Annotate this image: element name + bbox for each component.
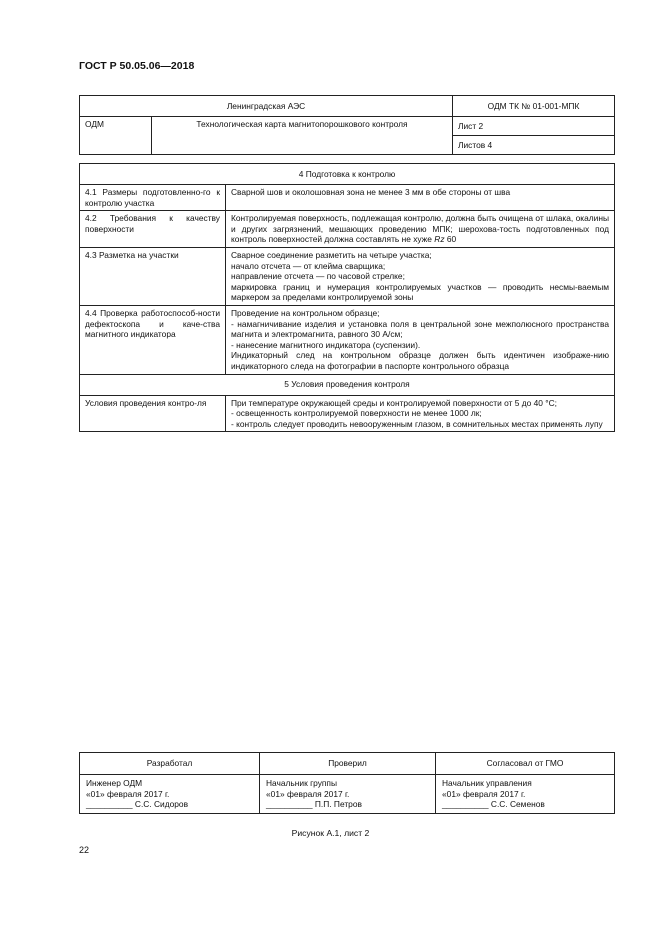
signature-header: Проверил [260,753,436,775]
row-content: Сварной шов и околошовная зона не менее 3 мм в обе стороны от шва [226,185,615,211]
section4-title: 4 Подготовка к контролю [80,164,615,185]
row-content: Проведение на контрольном образце; - намагничивание изделия и установка поля в центральной зоне межполюсного пространства магнита и электромагнита, равного 30 А/см; - нанесение магнитного индикатора (суспензии). Индикаторный след на контрольном образце должен быть идентичен изображе-нию индикаторного следа на фотографии в паспорте контрольного образца [226,305,615,374]
title-block [79,95,615,155]
signature-developer: Инженер ОДМ «01» февраля 2017 г. __________ С.С. Сидоров [80,775,260,814]
rz-symbol: Rz [434,234,445,245]
left-code: ОДМ [80,117,152,155]
row-content: Сварное соединение разметить на четыре участка; начало отсчета — от клейма сварщика; направление отсчета — по часовой стрелке; маркировка границ и нумерация контролируемых участков — проводить несмы-ваемым маркером за пределами контролируемой зоны [226,247,615,305]
row-content: При температуре окружающей среды и контролируемой поверхности от 5 до 40 °С; - освещенность контролируемой поверхности не менее 1000 лк; - контроль следует проводить невооруженным глазом, в сомнительных местах применять лупу [226,395,615,432]
page-number: 22 [79,845,90,855]
sheets-total: Листов 4 [453,136,615,155]
row-label: 4.1 Размеры подготовленно-го к контролю участка [80,185,226,211]
section5-title: 5 Условия проведения контроля [80,374,615,395]
figure-caption: Рисунок А.1, лист 2 [291,828,370,838]
signature-header: Согласовал от ГМО [436,753,615,775]
rz-value: 60 [446,234,457,245]
signature-checker: Начальник группы «01» февраля 2017 г. __________ П.П. Петров [260,775,436,814]
control-card-table [79,163,615,432]
row-content: Контролируемая поверхность, подлежащая контролю, должна быть очищена от шлака, окалины и других загрязнений, мешающих проведению МПК; шерохова-тость подготовленных под контроль поверхностей должна составлять не хуже Rz 60 [226,211,615,248]
table-row [80,395,615,432]
table-row [80,211,615,248]
table-row [80,305,615,374]
doc-code: ОДМ ТК № 01-001-МПК [453,96,615,117]
row-label: Условия проведения контро-ля [80,395,226,432]
doc-title: Технологическая карта магнитопорошкового контроля [152,117,453,155]
table-row [80,185,615,211]
org-name: Ленинградская АЭС [80,96,453,117]
signature-header: Разработал [80,753,260,775]
row-label: 4.2 Требования к качеству поверхности [80,211,226,248]
row-label: 4.4 Проверка работоспособ-ности дефектоскопа и каче-ства магнитного индикатора [80,305,226,374]
standard-number: ГОСТ Р 50.05.06—2018 [79,60,195,72]
signatures-table [79,752,615,814]
signature-approver: Начальник управления «01» февраля 2017 г. __________ С.С. Семенов [436,775,615,814]
row-label: 4.3 Разметка на участки [80,247,226,305]
table-row [80,247,615,305]
sheet-number: Лист 2 [453,117,615,136]
